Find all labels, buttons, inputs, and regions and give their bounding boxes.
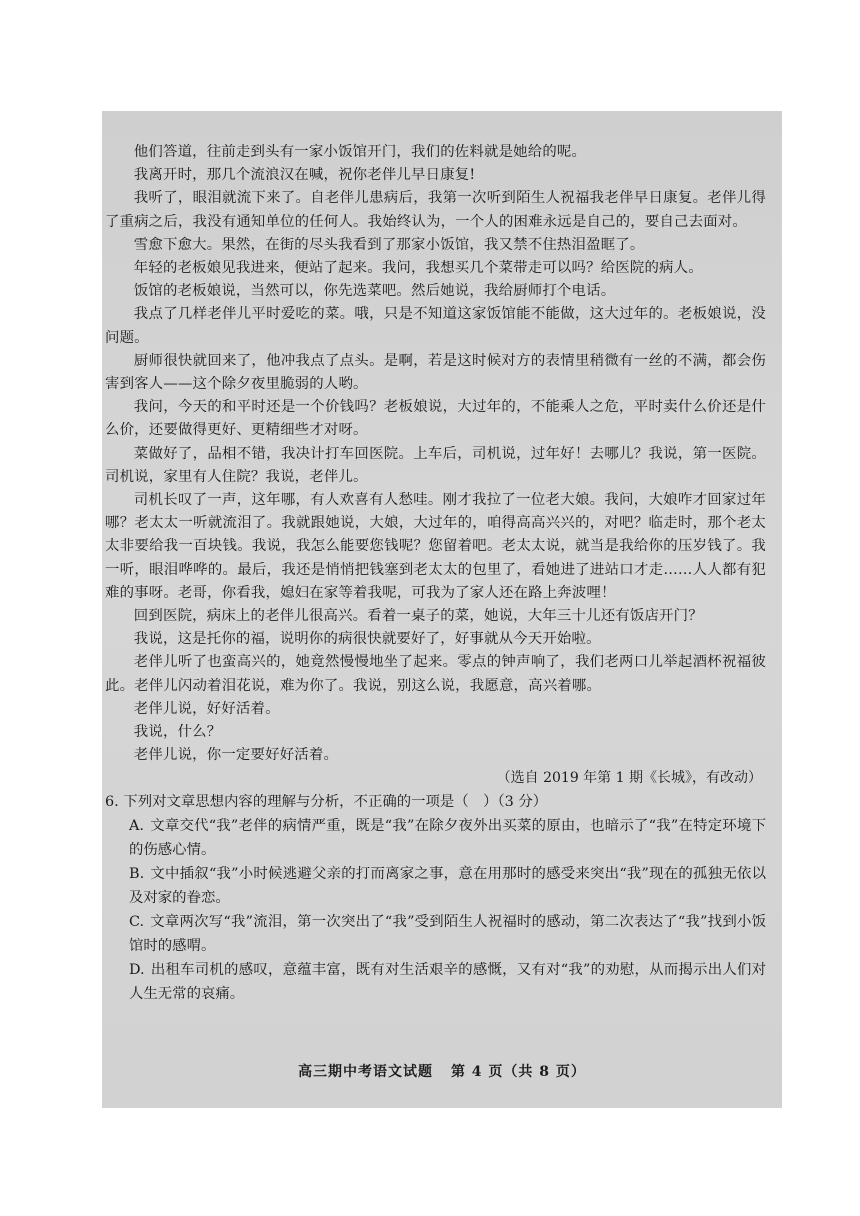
option-a	[105, 814, 766, 862]
paragraph: 老伴儿说，好好活着。	[133, 700, 280, 717]
passage	[105, 141, 766, 767]
option-d	[105, 958, 766, 1006]
option-text: 文中插叙“我”小时候逃避父亲的打而离家之事，意在用那时的感受来突出“我”现在的孤独无依以及对家的眷恋。	[129, 865, 766, 906]
option-text: 文章两次写“我”流泪，第一次突出了“我”受到陌生人祝福时的感动，第二次表达了“我”找到小饭馆时的感喟。	[129, 913, 766, 954]
page-footer	[102, 1061, 782, 1081]
exam-title: 高三期中考语文试题	[298, 1064, 434, 1080]
paragraph: 他们答道，往前走到头有一家小饭馆开门，我们的佐料就是她给的呢。	[133, 144, 587, 160]
paragraph: 我听了，眼泪就流下来了。自老伴儿患病后，我第一次听到陌生人祝福我老伴早日康复。老伴儿得了重病之后，我没有通知单位的任何人。我始终认为，一个人的困难永远是自己的，要自己去面对。	[105, 190, 766, 230]
option-letter: A.	[129, 817, 144, 834]
paragraph: 我离开时，那几个流浪汉在喊，祝你老伴儿早日康复!	[133, 167, 476, 184]
paragraph: 我问，今天的和平时还是一个价钱吗？老板娘说，大过年的，不能乘人之危，平时卖什么价还是什么价，还要做得更好、更精细些才对呀。	[105, 399, 766, 439]
paragraph: 我说，这是托你的福，说明你的病很快就要好了，好事就从今天开始啦。	[133, 631, 601, 648]
question-stem: 6. 下列对文章思想内容的理解与分析，不正确的一项是（ ）（3 分）	[105, 793, 548, 810]
paragraph: 年轻的老板娘见我进来，便站了起来。我问，我想买几个菜带走可以吗？给医院的病人。	[133, 260, 703, 277]
paragraph: 厨师很快就回来了，他冲我点了点头。是啊，若是这时候对方的表情里稍微有一丝的不满，都会伤害到客人——这个除夕夜里脆弱的人哟。	[105, 352, 766, 393]
paragraph: 菜做好了，品相不错，我决计打车回医院。上车后，司机说，过年好！去哪儿？我说，第一医院。司机说，家里有人住院？我说，老伴儿。	[105, 445, 766, 485]
exam-page	[102, 111, 782, 1108]
source-citation: （选自 2019 年第 1 期《长城》，有改动）	[496, 770, 762, 787]
option-text: 文章交代“我”老伴的病情严重，既是“我”在除夕夜外出买菜的原由，也暗示了“我”在特定环境下的伤感心情。	[129, 817, 766, 858]
option-letter: B.	[129, 865, 145, 882]
paragraph: 司机长叹了一声，这年哪，有人欢喜有人愁哇。刚才我拉了一位老大娘。我问，大娘咋才回家过年哪？老太太一听就流泪了。我就跟她说，大娘，大过年的，咱得高高兴兴的，对吧？临走时，那个老太太非要给我一百块钱。我说，我怎么能要您钱呢？您留着吧。老太太说，就当是我给你的压岁钱了。我一听，眼泪哗哗的。最后，我还是悄悄把钱塞到老太太的包里了，看她进了进站口才走……人人都有犯难的事呀。老哥，你看我，媳妇在家等着我呢，可我为了家人还在路上奔波哩！	[105, 492, 766, 601]
paragraph: 我说，什么？	[133, 724, 222, 741]
paragraph: 回到医院，病床上的老伴儿很高兴。看着一桌子的菜，她说，大年三十儿还有饭店开门？	[133, 608, 703, 625]
paragraph: 我点了几样老伴儿平时爱吃的菜。哦，只是不知道这家饭馆能不能做，这大过年的。老板娘说，没问题。	[105, 306, 766, 346]
paragraph: 饭馆的老板娘说，当然可以，你先选菜吧。然后她说，我给厨师打个电话。	[133, 283, 616, 300]
paragraph: 老伴儿听了也蛮高兴的，她竟然慢慢地坐了起来。零点的钟声响了，我们老两口儿举起酒杯祝福彼此。老伴儿闪动着泪花说，难为你了。我说，别这么说，我愿意，高兴着哪。	[105, 654, 766, 694]
option-letter: D.	[129, 961, 145, 978]
option-text: 出租车司机的感叹，意蕴丰富，既有对生活艰辛的感慨，又有对“我”的劝慰，从而揭示出人们对人生无常的哀痛。	[129, 961, 766, 1002]
option-letter: C.	[129, 913, 145, 930]
question-6	[105, 791, 766, 1006]
page-number: 第 4 页（共 8 页）	[450, 1064, 586, 1080]
option-b	[105, 862, 766, 910]
option-c	[105, 910, 766, 958]
paragraph: 雪愈下愈大。果然，在街的尽头我看到了那家小饭馆，我又禁不住热泪盈眶了。	[133, 236, 645, 253]
paragraph: 老伴儿说，你一定要好好活着。	[133, 747, 339, 764]
